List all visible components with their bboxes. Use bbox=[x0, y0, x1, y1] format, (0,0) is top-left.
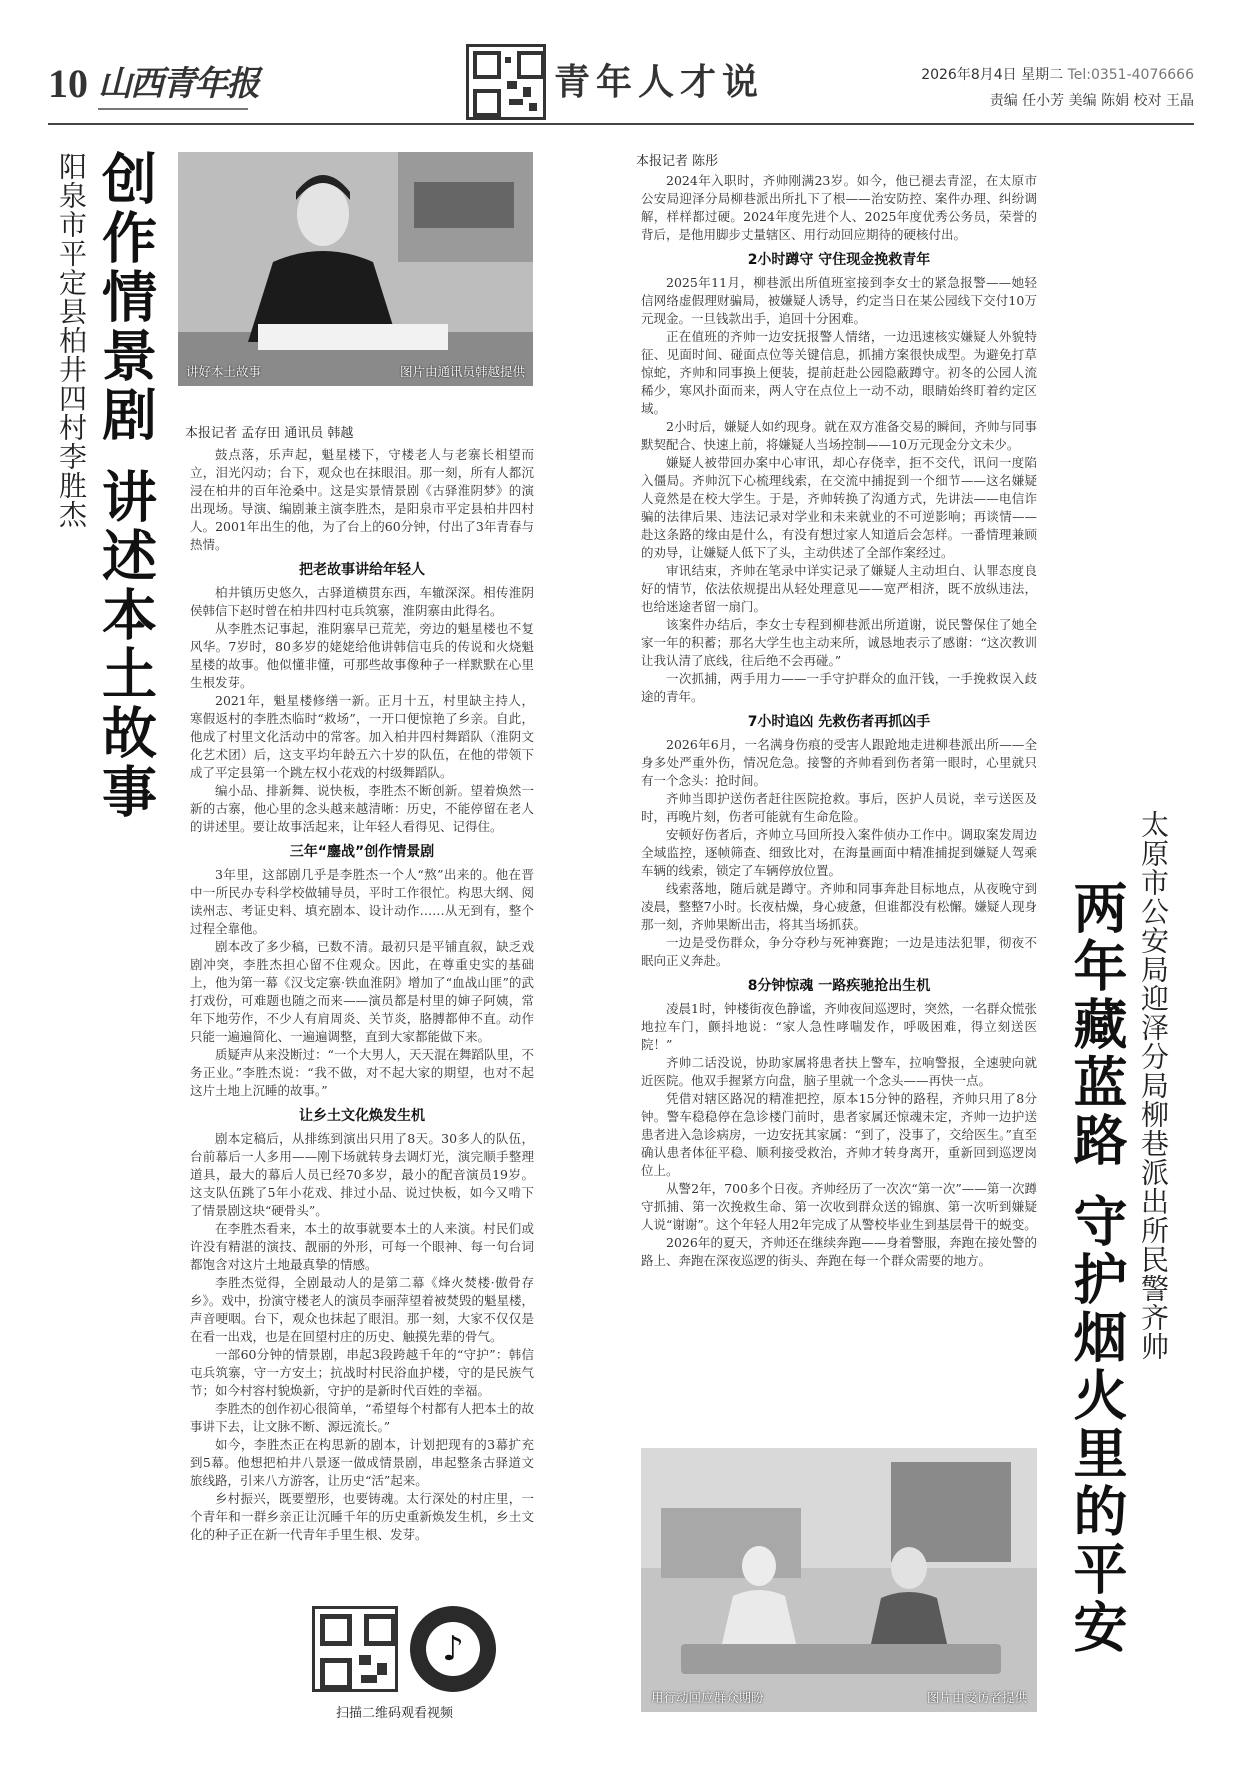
issue-date-line bbox=[921, 64, 1194, 84]
right-photo-caption: 用行动回应群众期盼 bbox=[651, 1690, 764, 1705]
paragraph: 一边是受伤群众，争分夺秒与死神赛跑；一边是违法犯罪，彻夜不眠向正义奔赴。 bbox=[641, 935, 1037, 968]
left-story-byline: 本报记者 孟存田 通讯员 韩越 bbox=[185, 426, 354, 441]
video-qr-code-icon[interactable] bbox=[312, 1606, 398, 1692]
paragraph: 编小品、排新舞、说快板，李胜杰不断创新。望着焕然一新的古寨，他心里的念头越来越清晰：历史，不能停留在老人的讲述里。要让故事活起来，让年轻人看得见、记得住。 bbox=[190, 783, 534, 834]
scan-instruction: 扫描二维码观看视频 bbox=[336, 1706, 454, 1721]
left-section-heading: 三年“鏖战”创作情景剧 bbox=[289, 844, 435, 860]
paragraph: 如今，李胜杰正在构思新的剧本，计划把现有的3幕扩充到5幕。他想把柏井八景逐一做成情景剧，串起整条古驿道文旅线路，引来八方游客，让历史“活”起来。 bbox=[190, 1437, 534, 1488]
left-story-body bbox=[190, 446, 534, 1542]
newspaper-logo: 山西青年报 bbox=[98, 64, 258, 104]
interview-illustration bbox=[641, 1448, 1037, 1712]
header-meta bbox=[921, 64, 1194, 110]
portrait-illustration bbox=[178, 152, 533, 386]
right-story-body bbox=[641, 172, 1037, 1412]
right-section-heading: 2小时蹲守 守住现金挽救青年 bbox=[747, 252, 931, 268]
paragraph: 审讯结束，齐帅在笔录中详实记录了嫌疑人主动坦白、认罪态度良好的情节，依法依规提出从轻处理意见——宽严相济，既不放纵违法，也给迷途者留一扇门。 bbox=[641, 563, 1037, 614]
paragraph: 2026年的夏天，齐帅还在继续奔跑——身着警服，奔跑在接处警的路上、奔跑在深夜巡逻的街头、奔跑在每一个群众需要的地方。 bbox=[641, 1235, 1037, 1268]
paragraph: 凌晨1时，钟楼街夜色静谧，齐帅夜间巡逻时，突然，一名群众慌张地拉车门，颤抖地说：“家人急性哮喘发作，呼吸困难，得立刻送医院！” bbox=[641, 1001, 1037, 1052]
paragraph: 在李胜杰看来，本土的故事就要本土的人来演。村民们或许没有精湛的演技、靓丽的外形，可每一个眼神、每一句台词都饱含对这片土地最真挚的情感。 bbox=[190, 1221, 534, 1272]
paragraph: 李胜杰的创作初心很简单，“希望每个村都有人把本土的故事讲下去，让文脉不断、源远流长。” bbox=[190, 1401, 534, 1434]
paragraph: 凭借对辖区路况的精准把控，原本15分钟的路程，齐帅只用了8分钟。警车稳稳停在急诊楼门前时，患者家属还惊魂未定，齐帅一边护送患者进入急诊病房，一边安抚其家属：“到了，没事了，交给医生。”直至确认患者体征平稳、顺利接受救治，齐帅才转身离开，重新回到巡逻岗位上。 bbox=[641, 1091, 1037, 1178]
paragraph: 剧本定稿后，从排练到演出只用了8天。30多人的队伍，台前幕后一人多用——刚下场就转身去调灯光，演完顺手整理道具，最大的幕后人员已经70多岁，最小的配音演员19岁。这支队伍跳了5年小花戏、排过小品、说过快板，如今又啃下了情景剧这块“硬骨头”。 bbox=[190, 1131, 534, 1218]
paragraph: 2小时后，嫌疑人如约现身。就在双方准备交易的瞬间，齐帅与同事默契配合、快速上前，将嫌疑人当场控制——10万元现金分文未少。 bbox=[641, 419, 1037, 452]
section-title: 青年人才说 bbox=[554, 61, 765, 103]
paragraph: 安顿好伤者后，齐帅立马回所投入案件侦办工作中。调取案发周边全域监控，逐帧筛查、细致比对，在海量画面中精准捕捉到嫌疑人驾乘车辆的线索，锁定了车辆停放位置。 bbox=[641, 827, 1037, 878]
left-story-title: 创作情景剧 讲述本土故事 bbox=[93, 150, 158, 823]
paragraph: 李胜杰觉得，全剧最动人的是第二幕《烽火焚楼·傲骨存乡》。戏中，扮演守楼老人的演员李丽萍望着被焚毁的魁星楼，声音哽咽。台下，观众也抹起了眼泪。那一刻，大家不仅仅是在看一出戏，也是在回望村庄的历史、触摸先辈的骨气。 bbox=[190, 1275, 534, 1344]
left-photo-credit: 图片由通讯员韩越提供 bbox=[399, 364, 525, 379]
right-story-title: 两年藏蓝路 守护烟火里的平安 bbox=[1065, 880, 1129, 1657]
right-photo-credit: 图片由受访者提供 bbox=[926, 1690, 1027, 1705]
header-rule bbox=[48, 123, 1194, 125]
right-story-subtitle: 太原市公安局迎泽分局柳巷派出所民警齐帅 bbox=[1137, 810, 1170, 1361]
left-photo-caption: 讲好本土故事 bbox=[186, 364, 262, 379]
left-section-heading: 让乡土文化焕发生机 bbox=[299, 1108, 425, 1124]
paragraph: 嫌疑人被带回办案中心审讯，却心存侥幸，拒不交代，讯问一度陷入僵局。齐帅沉下心梳理线索，在交流中捕捉到一个细节——这名嫌疑人竟然是在校大学生。于是，齐帅转换了沟通方式，先讲法——电信诈骗的法律后果、违法记录对学业和未来就业的不可逆影响；再谈情——赴这条路的缘由是什么，有没有想过家人知道后会怎样。一番情理兼顾的劝导，让嫌疑人低下了头，主动供述了全部作案经过。 bbox=[641, 455, 1037, 560]
paragraph: 2021年，魁星楼修缮一新。正月十五，村里缺主持人，寒假返村的李胜杰临时“救场”，一开口便惊艳了乡亲。自此，他成了村里文化活动中的常客。加入柏井四村舞蹈队（淮阴文化艺术团）后，这支平均年龄五六十岁的队伍，在他的带领下成了平定县第一个跳左权小花戏的村级舞蹈队。 bbox=[190, 693, 534, 780]
right-lead-paragraph: 2024年入职时，齐帅刚满23岁。如今，他已褪去青涩，在太原市公安局迎泽分局柳巷派出所扎下了根——治安防控、案件办理、纠纷调解，样样都过硬。2024年度先进个人、2025年度优秀公务员，荣誉的背后，是他用脚步丈量辖区、用行动回应期待的硬核付出。 bbox=[641, 173, 1037, 242]
page-number: 10 bbox=[48, 61, 88, 106]
paragraph: 柏井镇历史悠久，古驿道横贯东西，车辙深深。相传淮阴侯韩信下赵时曾在柏井四村屯兵筑寨，淮阴寨由此得名。 bbox=[190, 585, 534, 618]
tiktok-code-icon[interactable] bbox=[410, 1606, 496, 1692]
paragraph: 乡村振兴，既要塑形，也要铸魂。太行深处的村庄里，一个青年和一群乡亲正让沉睡千年的历史重新焕发生机，乡土文化的种子正在新一代青年手里生根、发芽。 bbox=[190, 1491, 534, 1542]
paragraph: 从警2年，700多个日夜。齐帅经历了一次次“第一次”——第一次蹲守抓捕、第一次挽救生命、第一次收到群众送的锦旗、第一次听到嫌疑人说“谢谢”。这个年轻人用2年完成了从警校毕业生到基层骨干的蜕变。 bbox=[641, 1181, 1037, 1232]
paragraph: 剧本改了多少稿，已数不清。最初只是平铺直叙，缺乏戏剧冲突，李胜杰担心留不住观众。因此，在尊重史实的基础上，他为第一幕《汉戈定寨·铁血淮阴》增加了“血战山匪”的武打戏份，可难题也随之而来——演员都是村里的婶子阿姨，常年下地劳作，不少人有肩周炎、关节炎，胳膊都伸不直。动作只能一遍遍简化、一遍遍调整，直到大家都能做下来。 bbox=[190, 939, 534, 1044]
paragraph: 3年里，这部剧几乎是李胜杰一个人“熬”出来的。他在晋中一所民办专科学校做辅导员，平时工作很忙。构思大纲、阅读州志、考证史料、填充剧本、设计动作……从无到有，整个过程全靠他。 bbox=[190, 867, 534, 936]
tiktok-logo-icon: ♪ bbox=[442, 1629, 464, 1669]
issue-date: 2026年8月4日 星期二 bbox=[921, 67, 1064, 83]
left-lead-paragraph: 鼓点落，乐声起，魁星楼下，守楼老人与老寨长相望而立，泪光闪动；台下，观众也在抹眼泪。那一刻，所有人都沉浸在柏井的百年沧桑中。这是实景情景剧《古驿淮阴梦》的演出现场。导演、编剧兼主演李胜杰，是阳泉市平定县柏井四村人。2001年出生的他，为了台上的60分钟，付出了3年青春与热情。 bbox=[190, 447, 534, 552]
phone-number: Tel:0351-4076666 bbox=[1067, 67, 1194, 83]
right-story-byline: 本报记者 陈彤 bbox=[636, 154, 719, 169]
logo-underline bbox=[98, 108, 248, 110]
paragraph: 线索落地，随后就是蹲守。齐帅和同事奔赴目标地点，从夜晚守到凌晨，整整7小时。长夜枯燥，身心疲惫，但谁都没有松懈。嫌疑人现身那一刻，齐帅果断出击，将其当场抓获。 bbox=[641, 881, 1037, 932]
paragraph: 质疑声从来没断过：“一个大男人，天天混在舞蹈队里，不务正业。”李胜杰说：“我不做，对不起大家的期望，也对不起这片土地上沉睡的故事。” bbox=[190, 1047, 534, 1098]
left-story-subtitle: 阳泉市平定县柏井四村李胜杰 bbox=[55, 152, 88, 529]
paragraph: 该案件办结后，李女士专程到柳巷派出所道谢，说民警保住了她全家一年的积蓄；那名大学生也主动来所，诚恳地表示了感谢：“这次教训让我认清了底线，往后绝不会再碰。” bbox=[641, 617, 1037, 668]
right-section-heading: 7小时追凶 先救伤者再抓凶手 bbox=[747, 714, 931, 730]
paragraph: 2025年11月，柳巷派出所值班室接到李女士的紧急报警——她轻信网络虚假理财骗局，被嫌疑人诱导，约定当日在某公园线下交付10万元现金。一旦钱款出手，追回十分困难。 bbox=[641, 275, 1037, 326]
header-qr-code-icon[interactable] bbox=[466, 44, 546, 120]
paragraph: 正在值班的齐帅一边安抚报警人情绪，一边迅速核实嫌疑人外貌特征、见面时间、碰面点位等关键信息，抓捕方案很快成型。为避免打草惊蛇，齐帅和同事换上便装，提前赶赴公园隐蔽蹲守。初冬的公园人流稀少，寒风扑面而来，两人守在点位上一动不动，眼睛始终盯着约定区域。 bbox=[641, 329, 1037, 416]
left-story-photo bbox=[178, 152, 533, 386]
paragraph: 一次抓捕，两手用力——一手守护群众的血汗钱，一手挽救误入歧途的青年。 bbox=[641, 671, 1037, 704]
editor-credits: 责编 任小芳 美编 陈娟 校对 王晶 bbox=[989, 93, 1194, 109]
paragraph: 从李胜杰记事起，淮阴寨早已荒芜，旁边的魁星楼也不复风华。7岁时，80多岁的姥姥给他讲韩信屯兵的传说和火烧魁星楼的故事。他似懂非懂，可那些故事像种子一样默默在心里生根发芽。 bbox=[190, 621, 534, 690]
left-section-heading: 把老故事讲给年轻人 bbox=[299, 562, 425, 578]
paragraph: 齐帅当即护送伤者赶往医院抢救。事后，医护人员说，幸亏送医及时，再晚片刻，伤者可能就有生命危险。 bbox=[641, 791, 1037, 824]
paragraph: 2026年6月，一名满身伤痕的受害人跟跄地走进柳巷派出所——全身多处严重外伤，情况危急。接警的齐帅看到伤者第一眼时，心里就只有一个念头：抢时间。 bbox=[641, 737, 1037, 788]
paragraph: 齐帅二话没说，协助家属将患者扶上警车，拉响警报，全速驶向就近医院。他双手握紧方向盘，脑子里就一个念头——再快一点。 bbox=[641, 1055, 1037, 1088]
right-story-photo bbox=[641, 1448, 1037, 1712]
paragraph: 一部60分钟的情景剧，串起3段跨越千年的“守护”：韩信屯兵筑寨，守一方安土；抗战时村民浴血护楼，守的是民族气节；如今村容村貌焕新，守护的是新时代百姓的幸福。 bbox=[190, 1347, 534, 1398]
right-section-heading: 8分钟惊魂 一路疾驰抢出生机 bbox=[747, 978, 931, 994]
